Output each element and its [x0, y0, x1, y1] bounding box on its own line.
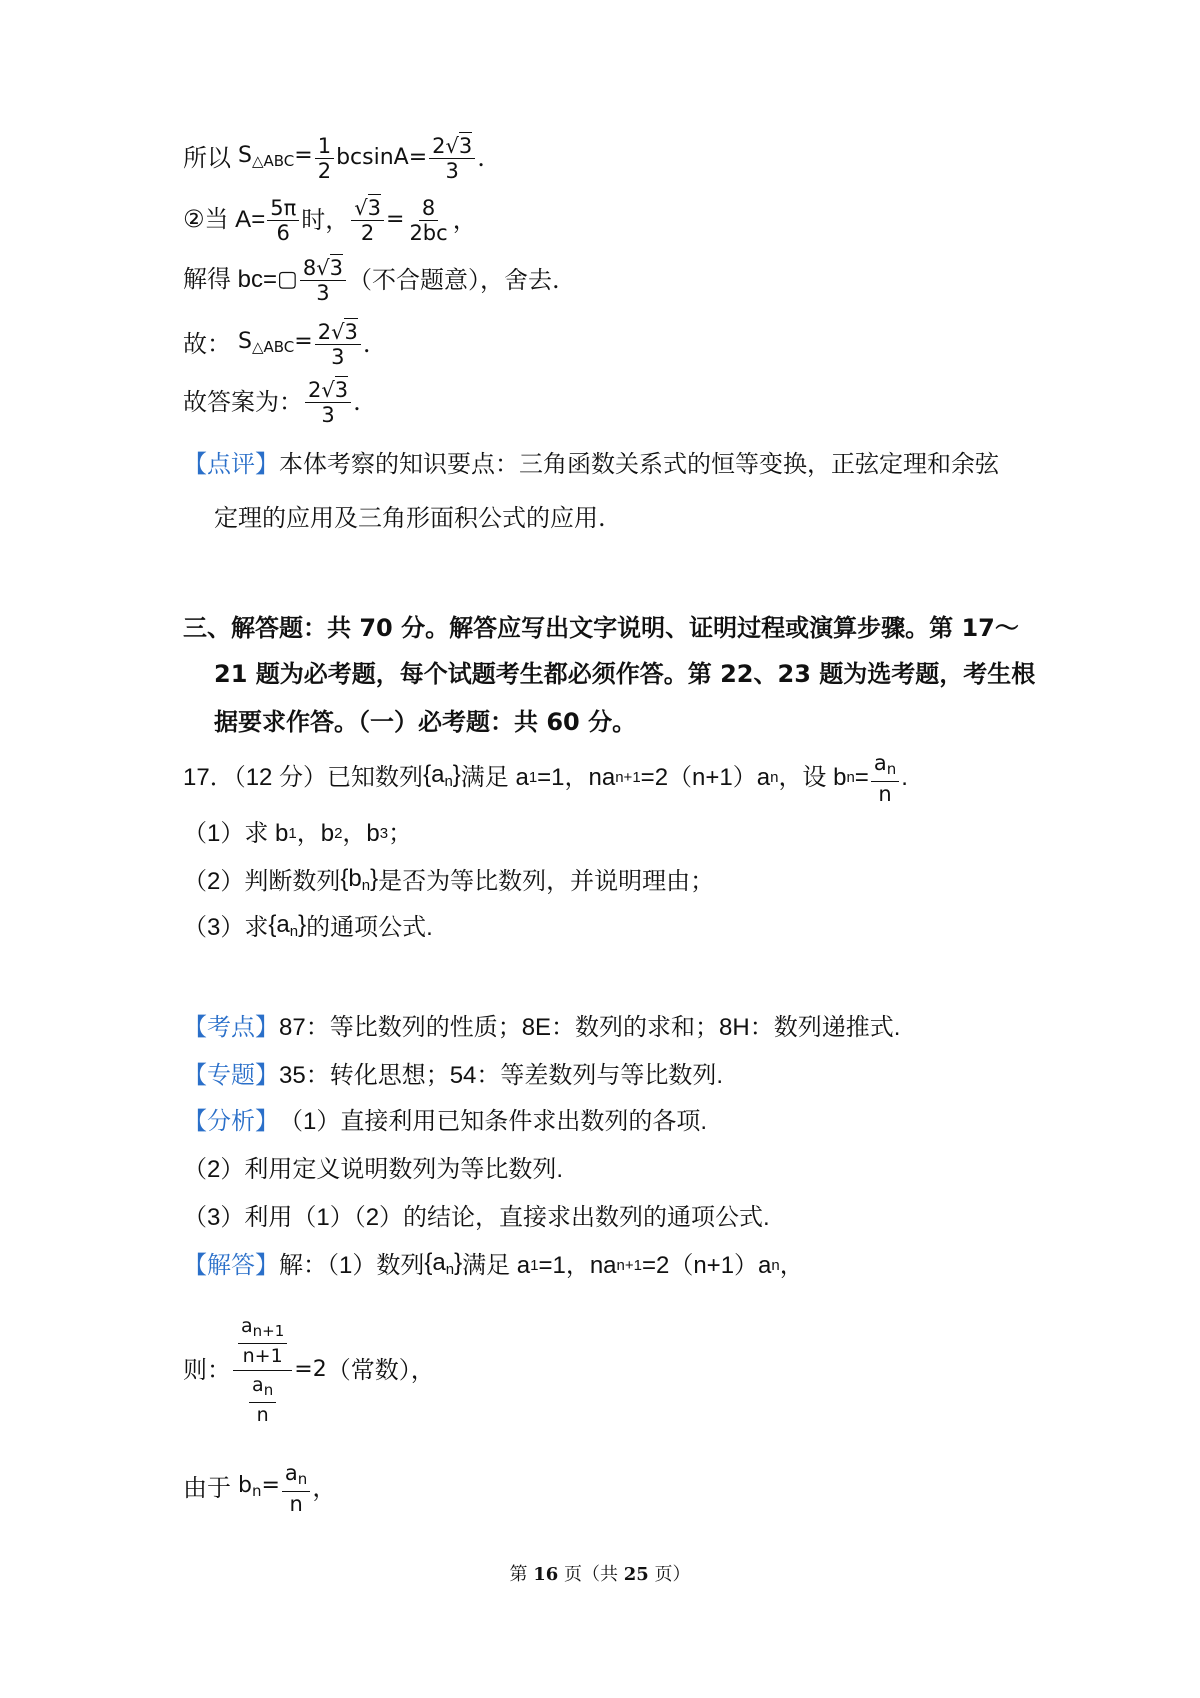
fraction: $\frac{2√3}{3}$: [429, 135, 475, 182]
case-two-line: ②当 A= $\frac{5\pi}{6}$ 时， $\frac{√3}{2}$ = $\frac{8}{2bc}$ ，: [183, 195, 477, 245]
kaodian-line: 【考点】 87：等比数列的性质；8E：数列的求和；8H：数列递推式.: [183, 1014, 901, 1041]
question-2: （2）判断数列 $\{b_n\}$ 是否为等比数列，并说明理由；: [183, 864, 715, 895]
fraction: $\frac{8}{2bc}$: [409, 195, 448, 245]
solve-bc-line: 解得 bc= ▢ $\frac{8√3}{3}$ （不合题意），舍去.: [183, 255, 560, 305]
fenxi-line-2: （2）利用定义说明数列为等比数列.: [183, 1156, 564, 1183]
text-prefix: 解得 bc=: [183, 266, 278, 293]
area-result-line: 所以 $S_{\triangle ABC}=$ $\frac{1}{2}$ bcsinA= $\frac{2√3}{3}$ .: [183, 133, 485, 183]
fraction: $\frac{2√3}{3}$: [305, 379, 351, 426]
page-footer: 第 16 页（共 25 页）: [509, 1564, 691, 1585]
section-heading-3: 据要求作答。（一）必考题：共 60 分。: [214, 708, 637, 736]
fraction: $\frac{5\pi}{6}$: [267, 197, 299, 244]
section-heading-1: 三、解答题：共 70 分。解答应写出文字说明、证明过程或演算步骤。第 17～: [183, 614, 1019, 642]
comment-tag: 【点评】: [183, 450, 279, 478]
question-1: （1）求 b 1 ，b 2 ，b 3 ；: [183, 820, 413, 847]
text-prefix: ②当 A=: [183, 206, 266, 233]
text-suffix: （不合题意），舍去.: [347, 266, 560, 294]
ratio-line: 则： $\frac{\frac{a_{n+1}}{n+1}}{\frac{a_n}{n}}$ =2 （常数），: [183, 1314, 435, 1426]
jieda-line: 【解答】 解：（1）数列 $\{a_n\}$ 满足 a 1 =1，na n+1 =2（n+1）a n ，: [183, 1248, 804, 1279]
fraction: $\frac{a_n}{n}$: [871, 752, 899, 805]
since-line: 由于 $b_n=$ $\frac{a_n}{n}$ ，: [183, 1460, 337, 1516]
page-number: 16: [533, 1564, 559, 1585]
fenxi-line-3: （3）利用（1）（2）的结论，直接求出数列的通项公式.: [183, 1204, 770, 1231]
text-mid: 时，: [301, 206, 350, 234]
fraction: $\frac{√3}{2}$: [351, 197, 384, 244]
conclusion-line: 故： $S_{\triangle ABC}=$ $\frac{2√3}{3}$ .: [183, 319, 371, 369]
page-total: 25: [623, 1564, 649, 1585]
comment-text: 定理的应用及三角形面积公式的应用.: [214, 504, 606, 532]
text-prefix: 故：: [183, 330, 231, 358]
comment-line-1: [183, 442, 999, 486]
zhuanti-line: 【专题】 35：转化思想；54：等差数列与等比数列.: [183, 1062, 724, 1089]
problem-stem: 17．（12 分）已知数列 $\{a_n\}$ 满足 a 1 =1，na n+1 =2（n+1）a n ，设 b n = $\frac{a_n}{n}$ .: [183, 750, 908, 806]
fraction: $\frac{2√3}{3}$: [315, 321, 361, 368]
fraction: $\frac{1}{2}$: [315, 135, 334, 182]
question-3: （3）求 $\{a_n\}$ 的通项公式.: [183, 910, 433, 941]
fraction: $\frac{8√3}{3}$: [300, 257, 346, 304]
text-prefix: 故答案为：: [183, 388, 303, 416]
math-expression: $S_{\triangle ABC}=$: [231, 142, 313, 170]
answer-line: 故答案为： $\frac{2√3}{3}$ .: [183, 377, 361, 427]
fenxi-line: 【分析】 （1）直接利用已知条件求出数列的各项.: [183, 1108, 708, 1135]
text-prefix: 所以: [183, 144, 231, 172]
math-expression: bcsinA=: [336, 145, 428, 170]
comment-text: 本体考察的知识要点：三角函数关系式的恒等变换，正弦定理和余弦: [279, 450, 999, 478]
comment-line-2: [214, 496, 606, 540]
section-heading-2: 21 题为必考题，每个试题考生都必须作答。第 22、23 题为选考题，考生根: [214, 660, 1036, 688]
compound-fraction: $\frac{\frac{a_{n+1}}{n+1}}{\frac{a_n}{n}}$: [233, 1315, 292, 1426]
fraction: $\frac{a_n}{n}$: [282, 1462, 310, 1515]
